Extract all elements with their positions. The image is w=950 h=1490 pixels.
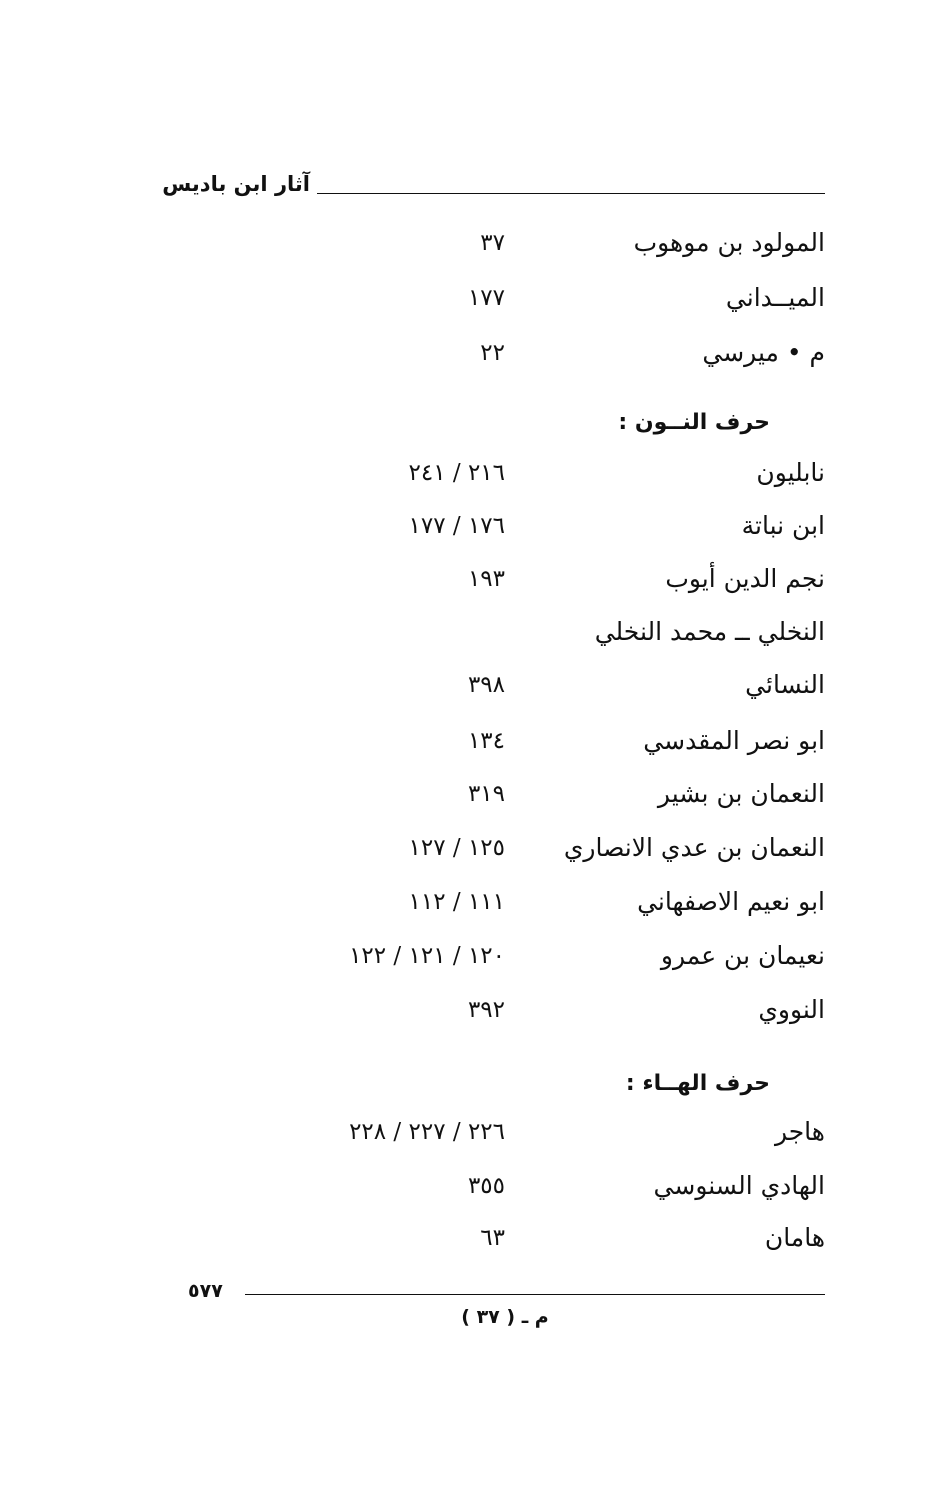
entry-name: نابليون	[756, 458, 825, 487]
entry-name: نجم الدين أيوب	[665, 564, 825, 593]
entry-pages: ١٢٥ / ١٢٧	[408, 835, 505, 861]
entry-pages: ٣٩٨	[467, 672, 505, 698]
entry-name: المولود بن موهوب	[633, 228, 825, 257]
entry-pages: ١٢٠ / ١٢١ / ١٢٢	[349, 943, 505, 969]
index-entry	[0, 887, 950, 927]
section-heading: حرف النــون :	[618, 410, 770, 435]
entry-name: النسائي	[745, 670, 825, 699]
index-entry	[0, 564, 950, 604]
index-entry	[0, 1117, 950, 1157]
entry-name: ابو نصر المقدسي	[643, 726, 825, 755]
entry-name: النعمان بن عدي الانصاري	[563, 833, 825, 862]
entry-name: الميــداني	[725, 283, 825, 312]
entry-pages: ٣١٩	[467, 781, 505, 807]
entry-name: النووي	[758, 995, 825, 1024]
index-entry	[0, 779, 950, 819]
index-entry	[0, 1223, 950, 1263]
entry-name: م • ميرسي	[702, 338, 825, 367]
entry-pages: ١٧٧	[467, 285, 505, 311]
book-title: آثار ابن باديس	[162, 172, 310, 196]
entry-pages: ٣٥٥	[467, 1173, 505, 1199]
running-header	[162, 168, 825, 198]
index-entry	[0, 338, 950, 378]
entry-pages: ١٣٤	[467, 728, 505, 754]
index-entry	[0, 617, 950, 657]
entry-pages: ٦٣	[480, 1225, 505, 1251]
entry-name: النخلي ــ محمد النخلي	[594, 617, 825, 646]
index-entry	[0, 511, 950, 551]
header-rule	[317, 193, 825, 194]
entry-name: النعمان بن بشير	[657, 779, 825, 808]
entry-name: ابن نباتة	[741, 511, 825, 540]
entry-pages: ٣٩٢	[467, 997, 505, 1023]
index-entry	[0, 995, 950, 1035]
entry-name: ابو نعيم الاصفهاني	[637, 887, 825, 916]
index-entry	[0, 726, 950, 766]
index-entry	[0, 228, 950, 268]
entry-pages: ١١١ / ١١٢	[408, 889, 505, 915]
signature-mark: م ـ ( ٣٧ )	[461, 1306, 549, 1328]
entry-pages: ١٩٣	[467, 566, 505, 592]
entry-name: هامان	[764, 1223, 825, 1252]
section-heading: حرف الهــاء :	[625, 1071, 770, 1096]
index-entry	[0, 458, 950, 498]
entry-pages: ٣٧	[480, 230, 505, 256]
entry-pages: ٢٢٦ / ٢٢٧ / ٢٢٨	[349, 1119, 505, 1145]
page-number: ٥٧٧	[188, 1280, 223, 1302]
footer-rule	[245, 1294, 825, 1295]
index-entry	[0, 670, 950, 710]
entry-name: هاجر	[774, 1117, 825, 1146]
index-entry	[0, 1171, 950, 1211]
entry-name: الهادي السنوسي	[653, 1171, 825, 1200]
entry-pages: ٢١٦ / ٢٤١	[408, 460, 505, 486]
entry-pages: ١٧٦ / ١٧٧	[408, 513, 505, 539]
entry-name: نعيمان بن عمرو	[660, 941, 825, 970]
index-entry	[0, 833, 950, 873]
index-entry	[0, 283, 950, 323]
index-entry	[0, 941, 950, 981]
entry-pages: ٢٢	[480, 340, 505, 366]
